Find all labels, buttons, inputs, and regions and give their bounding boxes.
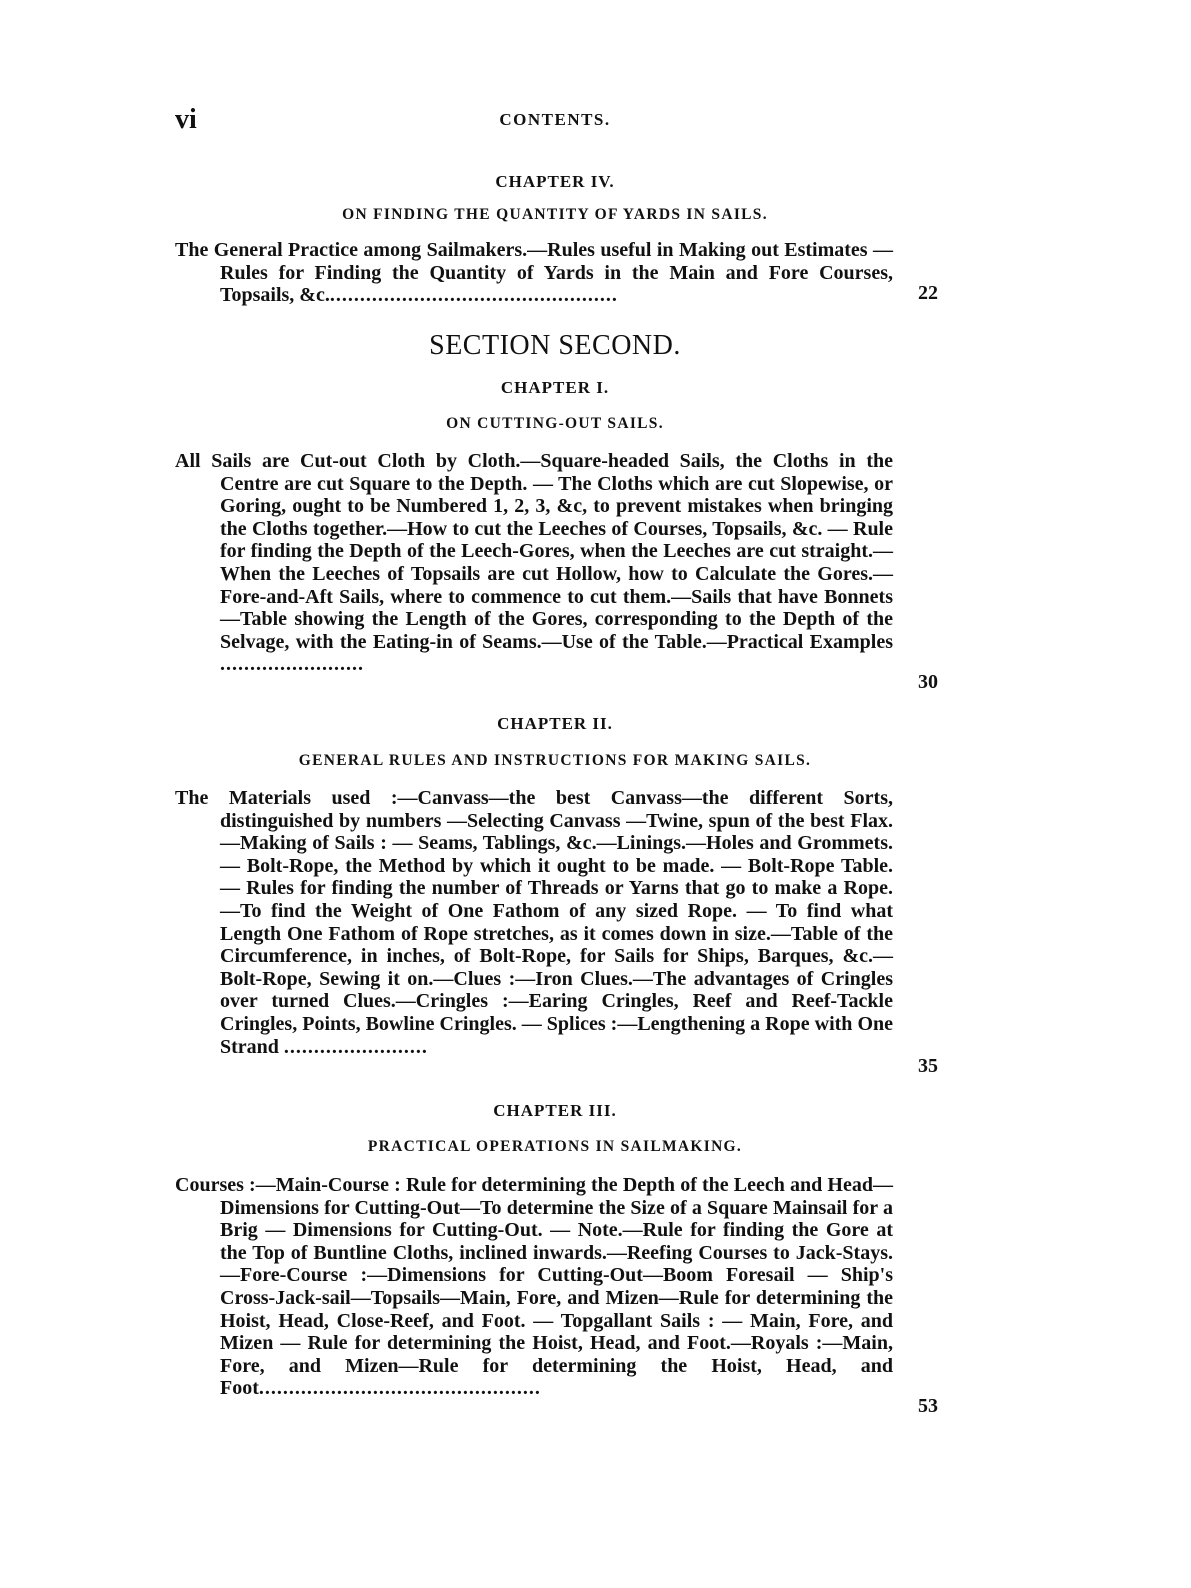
- chapter-i-page: 30: [918, 671, 938, 693]
- chapter-ii-label: CHAPTER II.: [497, 714, 613, 733]
- chapter-iv-entry-text: The General Practice among Sailmakers.—Rules useful in Making out Estimates —Rules for Finding the Quantity of Yards in the Main and Fore Courses, Topsails, &c.: [175, 239, 893, 307]
- page-number: vi: [175, 104, 197, 135]
- chapter-ii-entry: [175, 787, 893, 1058]
- chapter-iii-entry-text: Courses :—Main-Course : Rule for determining the Depth of the Leech and Head—Dimensions for Cutting-Out—To determine the Size of a Square Mainsail for a Brig — Dimensions for Cutting-Out. — Note.—Rule for finding the Gore at the Top of Buntline Cloths, inclined inwards.—Reefing Courses to Jack-Stays.—Fore-Course :—Dimensions for Cutting-Out—Boom Foresail — Ship's Cross-Jack-sail—Topsails—Main, Fore, and Mizen—Rule for determining the Hoist, Head, Close-Reef, and Foot. — Topgallant Sails : — Main, Fore, and Mizen — Rule for determining the Hoist, Head, and Foot.—Royals :—Main, Fore, and Mizen—Rule for determining the Hoist, Head, and Foot: [175, 1174, 893, 1400]
- chapter-iii-label: CHAPTER III.: [493, 1101, 617, 1120]
- chapter-i-title: ON CUTTING-OUT SAILS.: [446, 415, 664, 432]
- chapter-iv-entry: [175, 239, 893, 307]
- chapter-i-entry-text: All Sails are Cut-out Cloth by Cloth.—Square-headed Sails, the Cloths in the Centre are cut Square to the Depth. — The Cloths which are cut Slopewise, or Goring, ought to be Numbered 1, 2, 3, &c, to prevent mistakes when bringing the Cloths together.—How to cut the Leeches of Courses, Topsails, &c. — Rule for finding the Depth of the Leech-Gores, when the Leeches are cut straight.—When the Leeches of Topsails are cut Hollow, how to Calculate the Gores.—Fore-and-Aft Sails, where to commence to cut them.—Sails that have Bonnets —Table showing the Length of the Gores, corresponding to the Depth of the Selvage, with the Eating-in of Seams.—Use of the Table.—Practical Examples: [175, 450, 893, 653]
- chapter-ii-leader: ........................: [283, 1035, 428, 1058]
- running-title: CONTENTS.: [499, 110, 611, 129]
- section-second-heading: SECTION SECOND.: [429, 330, 681, 361]
- running-head: [175, 104, 935, 134]
- chapter-ii-page: 35: [918, 1055, 938, 1077]
- chapter-iii-leader: ...............................................: [258, 1377, 541, 1400]
- chapter-i-entry: [175, 450, 893, 676]
- chapter-iii-page: 53: [918, 1395, 938, 1417]
- chapter-iv-page: 22: [918, 282, 938, 304]
- chapter-i-leader: ........................: [220, 653, 364, 676]
- chapter-iv-leader: ................................................: [329, 284, 618, 307]
- chapter-iv-title: ON FINDING THE QUANTITY OF YARDS IN SAILS.: [342, 206, 768, 223]
- chapter-iv-label: CHAPTER IV.: [495, 172, 615, 191]
- chapter-ii-entry-text: The Materials used :—Canvass—the best Canvass—the different Sorts, distinguished by numbers —Selecting Canvass —Twine, spun of the best Flax.—Making of Sails : — Seams, Tablings, &c.—Linings.—Holes and Grommets. — Bolt-Rope, the Method by which it ought to be made. — Bolt-Rope Table. — Rules for finding the number of Threads or Yarns that go to make a Rope.—To find the Weight of One Fathom of any sized Rope. — To find what Length One Fathom of Rope stretches, as it comes down in size.—Table of the Circumference, in inches, of Bolt-Rope, for Sails for Ships, Barques, &c.—Bolt-Rope, Sewing it on.—Clues :—Iron Clues.—The advantages of Cringles over turned Clues.—Cringles :—Earing Cringles, Reef and Reef-Tackle Cringles, Points, Bowline Cringles. — Splices :—Lengthening a Rope with One Strand: [175, 787, 893, 1058]
- chapter-ii-title: GENERAL RULES AND INSTRUCTIONS FOR MAKING SAILS.: [298, 752, 812, 769]
- chapter-iii-entry: [175, 1174, 893, 1400]
- chapter-i-label: CHAPTER I.: [500, 378, 610, 397]
- chapter-iii-title: PRACTICAL OPERATIONS IN SAILMAKING.: [367, 1138, 743, 1155]
